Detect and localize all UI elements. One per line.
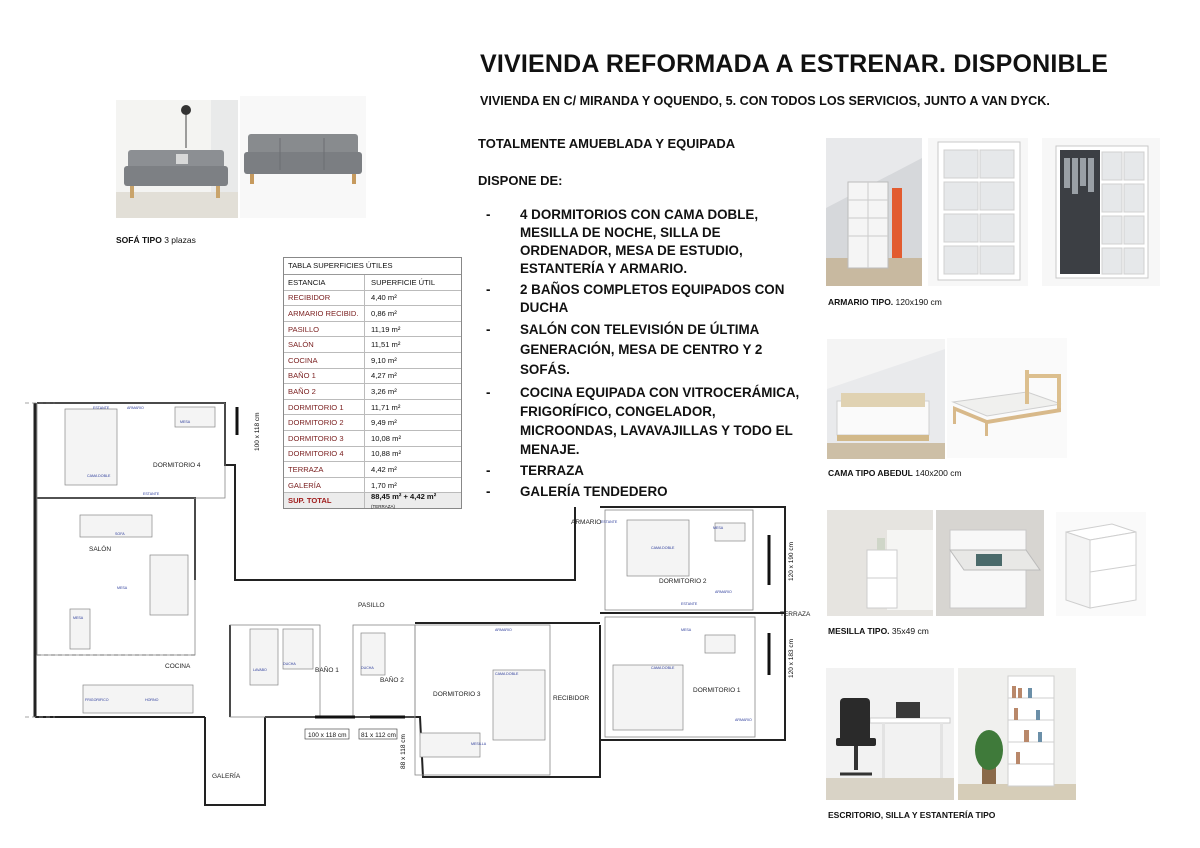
- furniture-note: ARMARIO: [735, 718, 752, 722]
- nightstand-photo-product: [1056, 512, 1146, 616]
- bookcase-photo: [958, 668, 1076, 800]
- dimension-label: 88 x 118 cm: [400, 734, 407, 769]
- room-label-bano-2: BAÑO 2: [380, 677, 404, 684]
- desk-caption: ESCRITORIO, SILLA Y ESTANTERÍA TIPO: [828, 810, 996, 820]
- furniture-note: ESTANTE: [93, 406, 110, 410]
- room-label-galeria: GALERÍA: [212, 773, 241, 780]
- dimension-label: 100 x 118 cm: [254, 412, 261, 451]
- wardrobe-photo-open: [1042, 138, 1160, 286]
- sofa-caption: SOFÁ TIPO 3 plazas: [116, 235, 196, 245]
- page-title: VIVIENDA REFORMADA A ESTRENAR. DISPONIBLE: [480, 50, 1109, 78]
- furniture-note: CAMA DOBLE: [651, 666, 675, 670]
- table-row: GALERÍA 1,70 m²: [284, 478, 461, 494]
- furniture-note: CAMA DOBLE: [651, 546, 675, 550]
- room-label-recibidor: RECIBIDOR: [553, 695, 590, 702]
- header-cell: SUPERFICIE ÚTIL: [371, 277, 436, 287]
- furniture-note: CAMA DOBLE: [87, 474, 111, 478]
- room-label-terraza: TERRAZA: [780, 611, 811, 618]
- feature-item: - 4 DORMITORIOS CON CAMA DOBLE, MESILLA DE NOCHE, SILLA DE ORDENADOR, MESA DE ESTUDIO, ESTANTERÍA Y ARMARIO.: [486, 207, 759, 276]
- room-label-cocina: COCINA: [165, 663, 191, 670]
- room-label-salon: SALÓN: [89, 546, 112, 553]
- feature-item: - SALÓN CON TELEVISIÓN DE ÚLTIMA GENERACIÓN, MESA DE CENTRO Y 2 SOFÁS.: [486, 322, 763, 377]
- address-subtitle: VIVIENDA EN C/ MIRANDA Y OQUENDO, 5. CON TODOS LOS SERVICIOS, JUNTO A VAN DYCK.: [480, 94, 1050, 108]
- furniture-note: ARMARIO: [495, 628, 512, 632]
- table-row: DORMITORIO 3 10,08 m²: [284, 431, 461, 447]
- furniture-note: DUCHA: [283, 662, 296, 666]
- dispone-heading: DISPONE DE:: [478, 173, 563, 188]
- table-row: BAÑO 2 3,26 m²: [284, 384, 461, 400]
- bed-photo-product: [947, 338, 1067, 458]
- room-label-bano-1: BAÑO 1: [315, 667, 339, 674]
- dimension-label: 120 x 183 cm: [788, 638, 795, 678]
- sofa-photo-product: [240, 96, 366, 218]
- furniture-note: ARMARIO: [715, 590, 732, 594]
- feature-item: - COCINA EQUIPADA CON VITROCERÁMICA, FRIGORÍFICO, CONGELADOR, MICROONDAS, LAVAVAJILLAS Y TODO EL MENAJE.: [486, 385, 800, 457]
- furniture-note: ESTANTE: [601, 520, 618, 524]
- furniture-note: FRIGORIFICO: [85, 698, 109, 702]
- dimension-label: 81 x 112 cm: [361, 732, 396, 739]
- furniture-note: ESTANTE: [681, 602, 698, 606]
- table-row: ARMARIO RECIBID. 0,86 m²: [284, 306, 461, 322]
- table-row: COCINA 9,10 m²: [284, 353, 461, 369]
- room-label-dormitorio-4: DORMITORIO 4: [153, 462, 201, 469]
- furniture-note: MESA: [73, 616, 84, 620]
- table-row: RECIBIDOR 4,40 m²: [284, 291, 461, 307]
- furniture-note: HORNO: [145, 698, 159, 702]
- bed-caption: CAMA TIPO ABEDUL 140x200 cm: [828, 468, 962, 478]
- table-header-row: [284, 275, 461, 291]
- feature-item: - 2 BAÑOS COMPLETOS EQUIPADOS CON DUCHA: [486, 282, 785, 315]
- nightstand-caption: MESILLA TIPO. 35x49 cm: [828, 626, 929, 636]
- table-row: BAÑO 1 4,27 m²: [284, 369, 461, 385]
- furniture-note: ARMARIO: [127, 406, 144, 410]
- nightstand-photo-room: [827, 510, 933, 616]
- table-row: SALÓN 11,51 m²: [284, 337, 461, 353]
- furnished-heading: TOTALMENTE AMUEBLADA Y EQUIPADA: [478, 136, 736, 151]
- room-label-pasillo: PASILLO: [358, 602, 385, 609]
- furniture-note: LAVABO: [253, 668, 267, 672]
- table-row: DORMITORIO 2 9,49 m²: [284, 415, 461, 431]
- table-row: DORMITORIO 4 10,88 m²: [284, 447, 461, 463]
- desk-photo-room: [826, 668, 954, 800]
- feature-item: - TERRAZA: [486, 463, 584, 478]
- furniture-note: SOFA: [115, 532, 125, 536]
- table-row: TERRAZA 4,42 m²: [284, 462, 461, 478]
- table-total-row: SUP. TOTAL 88,45 m² + 4,42 m² (TERRAZA): [284, 493, 461, 508]
- dimension-label: 120 x 190 cm: [788, 541, 795, 581]
- table-row: PASILLO 11,19 m²: [284, 322, 461, 338]
- furniture-note: MESA: [180, 420, 191, 424]
- dimension-label: 100 x 118 cm: [308, 732, 347, 739]
- furniture-note: CAMA DOBLE: [495, 672, 519, 676]
- room-label-dormitorio-1: DORMITORIO 1: [693, 687, 741, 694]
- feature-item: - GALERÍA TENDEDERO: [486, 484, 668, 499]
- wardrobe-photo-room: [826, 138, 922, 286]
- table-row: DORMITORIO 1 11,71 m²: [284, 400, 461, 416]
- header-cell: ESTANCIA: [284, 275, 365, 290]
- floor-plan: [25, 385, 825, 815]
- wardrobe-photo-closed: [928, 138, 1028, 286]
- nightstand-photo-drawer: [936, 510, 1044, 616]
- table-caption: TABLA SUPERFICIES ÚTILES: [284, 258, 461, 275]
- furniture-note: MESA: [117, 586, 128, 590]
- bed-photo-room: [827, 339, 945, 459]
- room-label-dormitorio-2: DORMITORIO 2: [659, 578, 707, 585]
- room-label-armario: ARMARIO: [571, 519, 602, 526]
- furniture-note: MESILLA: [471, 742, 487, 746]
- sofa-photo-room: [116, 100, 238, 218]
- furniture-note: ESTANTE: [143, 492, 160, 496]
- furniture-note: DUCHA: [361, 666, 374, 670]
- room-label-dormitorio-3: DORMITORIO 3: [433, 691, 481, 698]
- furniture-note: MESA: [681, 628, 692, 632]
- wardrobe-caption: ARMARIO TIPO. 120x190 cm: [828, 297, 942, 307]
- furniture-note: MESA: [713, 526, 724, 530]
